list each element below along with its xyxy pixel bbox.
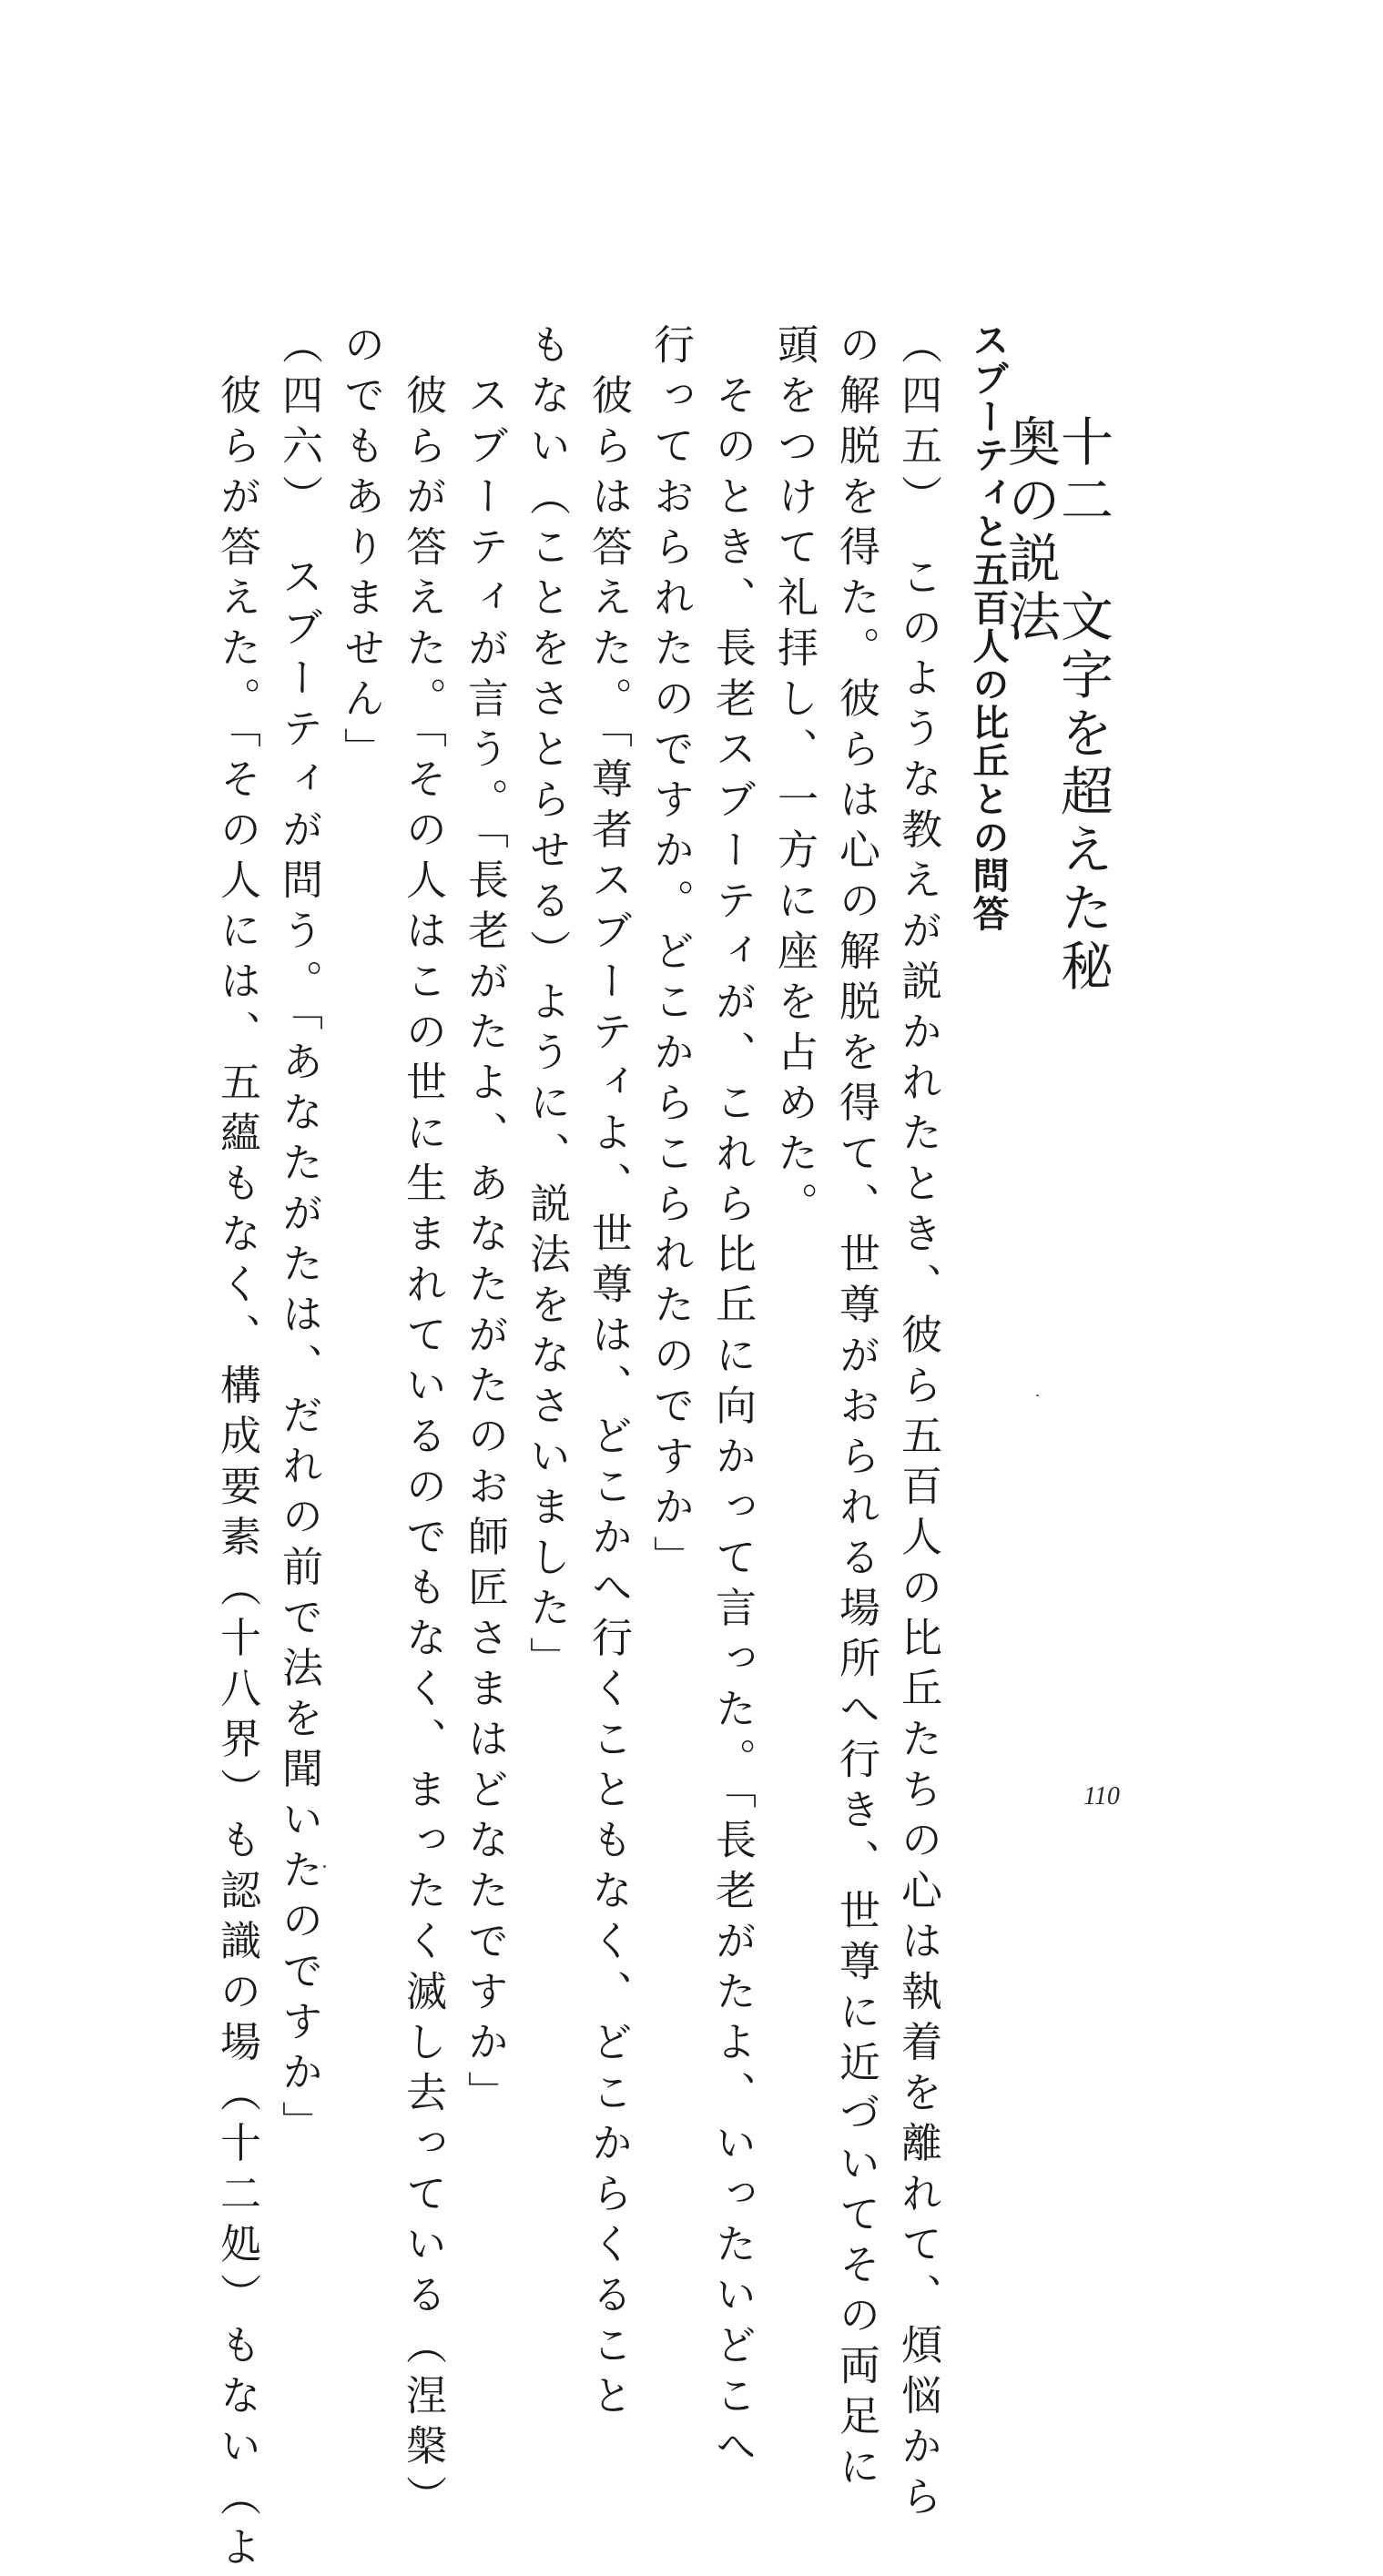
text-column: 頭をつけて礼拝し、一方に座を占めた。 (770, 323, 819, 1232)
text-column: そのとき、長老スブーティが、これら比丘に向かって言った。「長老がたよ、いったいどこへ (708, 323, 757, 2475)
text-column: 行っておられたのですか。どこからこられたのですか」 (646, 323, 695, 1587)
text-column: もない（ことをさとらせる）ように、説法をなさいました」 (523, 323, 571, 1688)
text-column: のでもありません」 (337, 323, 385, 778)
text-column: 彼らが答えた。「その人には、五蘊もなく、構成要素（十八界）も認識の場（十二処）もない（よ (213, 323, 261, 2576)
scan-speck (1036, 1394, 1039, 1396)
text-column: （四六） スブーティが問う。「あなたがたは、だれの前で法を聞いたのですか」 (275, 323, 323, 2152)
section-title: スブーティと五百人の比丘との問答 (967, 321, 1009, 933)
text-column: 彼らが答えた。「その人はこの世に生まれているのでもなく、まったく滅し去っている（涅槃） (399, 323, 447, 2526)
text-column: 彼らは答えた。「尊者スブーティよ、世尊は、どこかへ行くこともなく、どこからくること (585, 323, 633, 2425)
page-number: 110 (1083, 1782, 1120, 1810)
chapter-title: 十二 文字を超えた秘奥の説法 (999, 414, 1114, 997)
text-column: スブーティが言う。「長老がたよ、あなたがたのお師匠さまはどなたですか」 (461, 323, 509, 2122)
scan-speck (323, 1865, 326, 1868)
text-column: の解脱を得た。彼らは心の解脱を得て、世尊がおられる場所へ行き、世尊に近づいてその両足に (832, 323, 880, 2496)
text-column: （四五） このような教えが説かれたとき、彼ら五百人の比丘たちの心は執着を離れて、煩悩から (894, 323, 942, 2526)
